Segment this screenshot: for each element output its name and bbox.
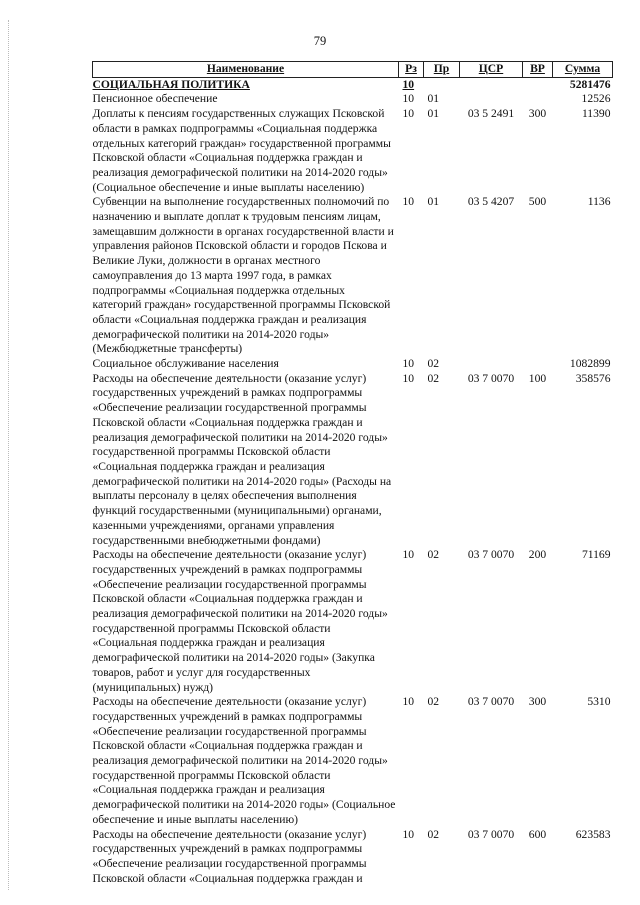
table-row [93, 548, 613, 695]
table-row [93, 372, 613, 548]
row-vr [523, 357, 553, 372]
row-csr [460, 77, 523, 92]
row-name: Расходы на обеспечение деятельности (оказание услуг) государственных учреждений в рамках подпрограммы «Обеспечение реализации государственной программы Псковской области «Социальная поддержка граждан и реализация демографической политики на 2014-2020 годы» государственной программы Псковской области «Социальная поддержка граждан и реализация демографической политики на 2014-2020 годы» (Социальное обеспечение и иные выплаты населению) [92, 695, 396, 826]
row-csr: 03 5 2491 [467, 107, 515, 121]
row-name: Пенсионное обеспечение [92, 92, 218, 106]
row-pr: 01 [427, 107, 440, 121]
row-csr: 03 7 0070 [467, 371, 515, 385]
row-name: Субвенции на выполнение государственных полномочий по назначению и выплате доплат к трудовым пенсиям лицам, замещавшим должности в органах государственной власти и управления районов Псковской области и городов Пскова и Великие Луки, должности в органах местного самоуправления до 13 марта 1997 года, в рамках подпрограммы «Социальная поддержка отдельных категорий граждан» государственной программы Псковской области «Социальная поддержка граждан и реализация демографической политики на 2014-2020 годы» (Межбюджетные трансферты) [92, 195, 394, 356]
row-sum: 71169 [581, 548, 611, 562]
row-rz: 10 [402, 195, 415, 209]
row-sum: 1082899 [569, 357, 611, 371]
row-vr: 100 [528, 371, 547, 385]
row-pr: 02 [427, 548, 440, 562]
header-pr: Пр [424, 62, 460, 78]
row-rz: 10 [402, 371, 415, 385]
row-rz: 10 [402, 827, 415, 841]
row-pr: 01 [427, 195, 440, 209]
row-vr: 600 [528, 827, 547, 841]
row-name: Социальное обслуживание населения [92, 357, 279, 371]
row-name: Расходы на обеспечение деятельности (оказание услуг) государственных учреждений в рамках подпрограммы «Обеспечение реализации государственной программы Псковской области «Социальная поддержка граждан и реализация демографической политики на 2014-2020 годы» государственной программы Псковской области «Социальная поддержка граждан и реализация демографической политики на 2014-2020 годы» (Закупка товаров, работ и услуг для государственных (муниципальных) нужд) [92, 548, 388, 694]
row-rz: 10 [402, 107, 415, 121]
row-sum: 12526 [581, 92, 611, 106]
row-vr: 300 [528, 695, 547, 709]
row-sum: 1136 [587, 195, 611, 209]
row-csr [460, 92, 523, 107]
row-sum: 11390 [581, 107, 611, 121]
row-vr: 200 [528, 548, 547, 562]
row-csr: 03 7 0070 [467, 827, 515, 841]
row-vr: 500 [528, 195, 547, 209]
header-vr: ВР [523, 62, 553, 78]
row-vr [523, 77, 553, 92]
table-row [93, 828, 613, 887]
row-csr: 03 7 0070 [467, 695, 515, 709]
row-name: СОЦИАЛЬНАЯ ПОЛИТИКА [92, 77, 250, 91]
table-row [93, 195, 613, 357]
header-name: Наименование [93, 62, 399, 78]
row-sum: 5281476 [569, 77, 611, 91]
table-row [93, 357, 613, 372]
table-row [93, 77, 613, 92]
row-pr: 02 [427, 827, 440, 841]
row-sum: 623583 [575, 827, 611, 841]
scan-margin-line [8, 20, 9, 890]
header-rz: Рз [399, 62, 424, 78]
row-csr: 03 7 0070 [467, 548, 515, 562]
row-rz: 10 [402, 695, 415, 709]
row-csr [460, 357, 523, 372]
row-name: Доплаты к пенсиям государственных служащих Псковской области в рамках подпрограммы «Социальная поддержка отдельных категорий граждан» государственной программы Псковской области «Социальная поддержка граждан и реализация демографической политики на 2014-2020 годы» (Социальное обеспечение и иные выплаты населению) [92, 107, 391, 194]
row-name: Расходы на обеспечение деятельности (оказание услуг) государственных учреждений в рамках подпрограммы «Обеспечение реализации государственной программы Псковской области «Социальная поддержка граждан и реализация демографической политики на 2014-2020 годы» государственной программы Псковской области «Социальная поддержка граждан и реализация демографической политики на 2014-2020 годы» (Расходы на выплаты персоналу в целях обеспечения выполнения функций государственными (муниципальными) органами, казенными учреждениями, органами управления государственными внебюджетными фондами) [92, 371, 392, 547]
row-vr [523, 92, 553, 107]
table-row [93, 92, 613, 107]
row-pr: 01 [427, 92, 440, 106]
row-rz: 10 [402, 357, 415, 371]
table-row [93, 107, 613, 195]
table-header-row [93, 62, 613, 78]
row-sum: 358576 [575, 371, 611, 385]
row-pr: 02 [427, 695, 440, 709]
row-rz: 10 [402, 77, 415, 91]
table-row [93, 695, 613, 827]
row-pr: 02 [427, 371, 440, 385]
row-vr: 300 [528, 107, 547, 121]
budget-table [92, 61, 613, 886]
row-sum: 5310 [587, 695, 611, 709]
row-csr: 03 5 4207 [467, 195, 515, 209]
row-name: Расходы на обеспечение деятельности (оказание услуг) государственных учреждений в рамках подпрограммы «Обеспечение реализации государственной программы Псковской области «Социальная поддержка граждан и [92, 827, 367, 885]
header-csr: ЦСР [460, 62, 523, 78]
row-rz: 10 [402, 548, 415, 562]
row-rz: 10 [402, 92, 415, 106]
row-pr: 02 [427, 357, 440, 371]
row-pr [424, 77, 460, 92]
header-sum: Сумма [553, 62, 613, 78]
page-number: 79 [313, 34, 327, 48]
